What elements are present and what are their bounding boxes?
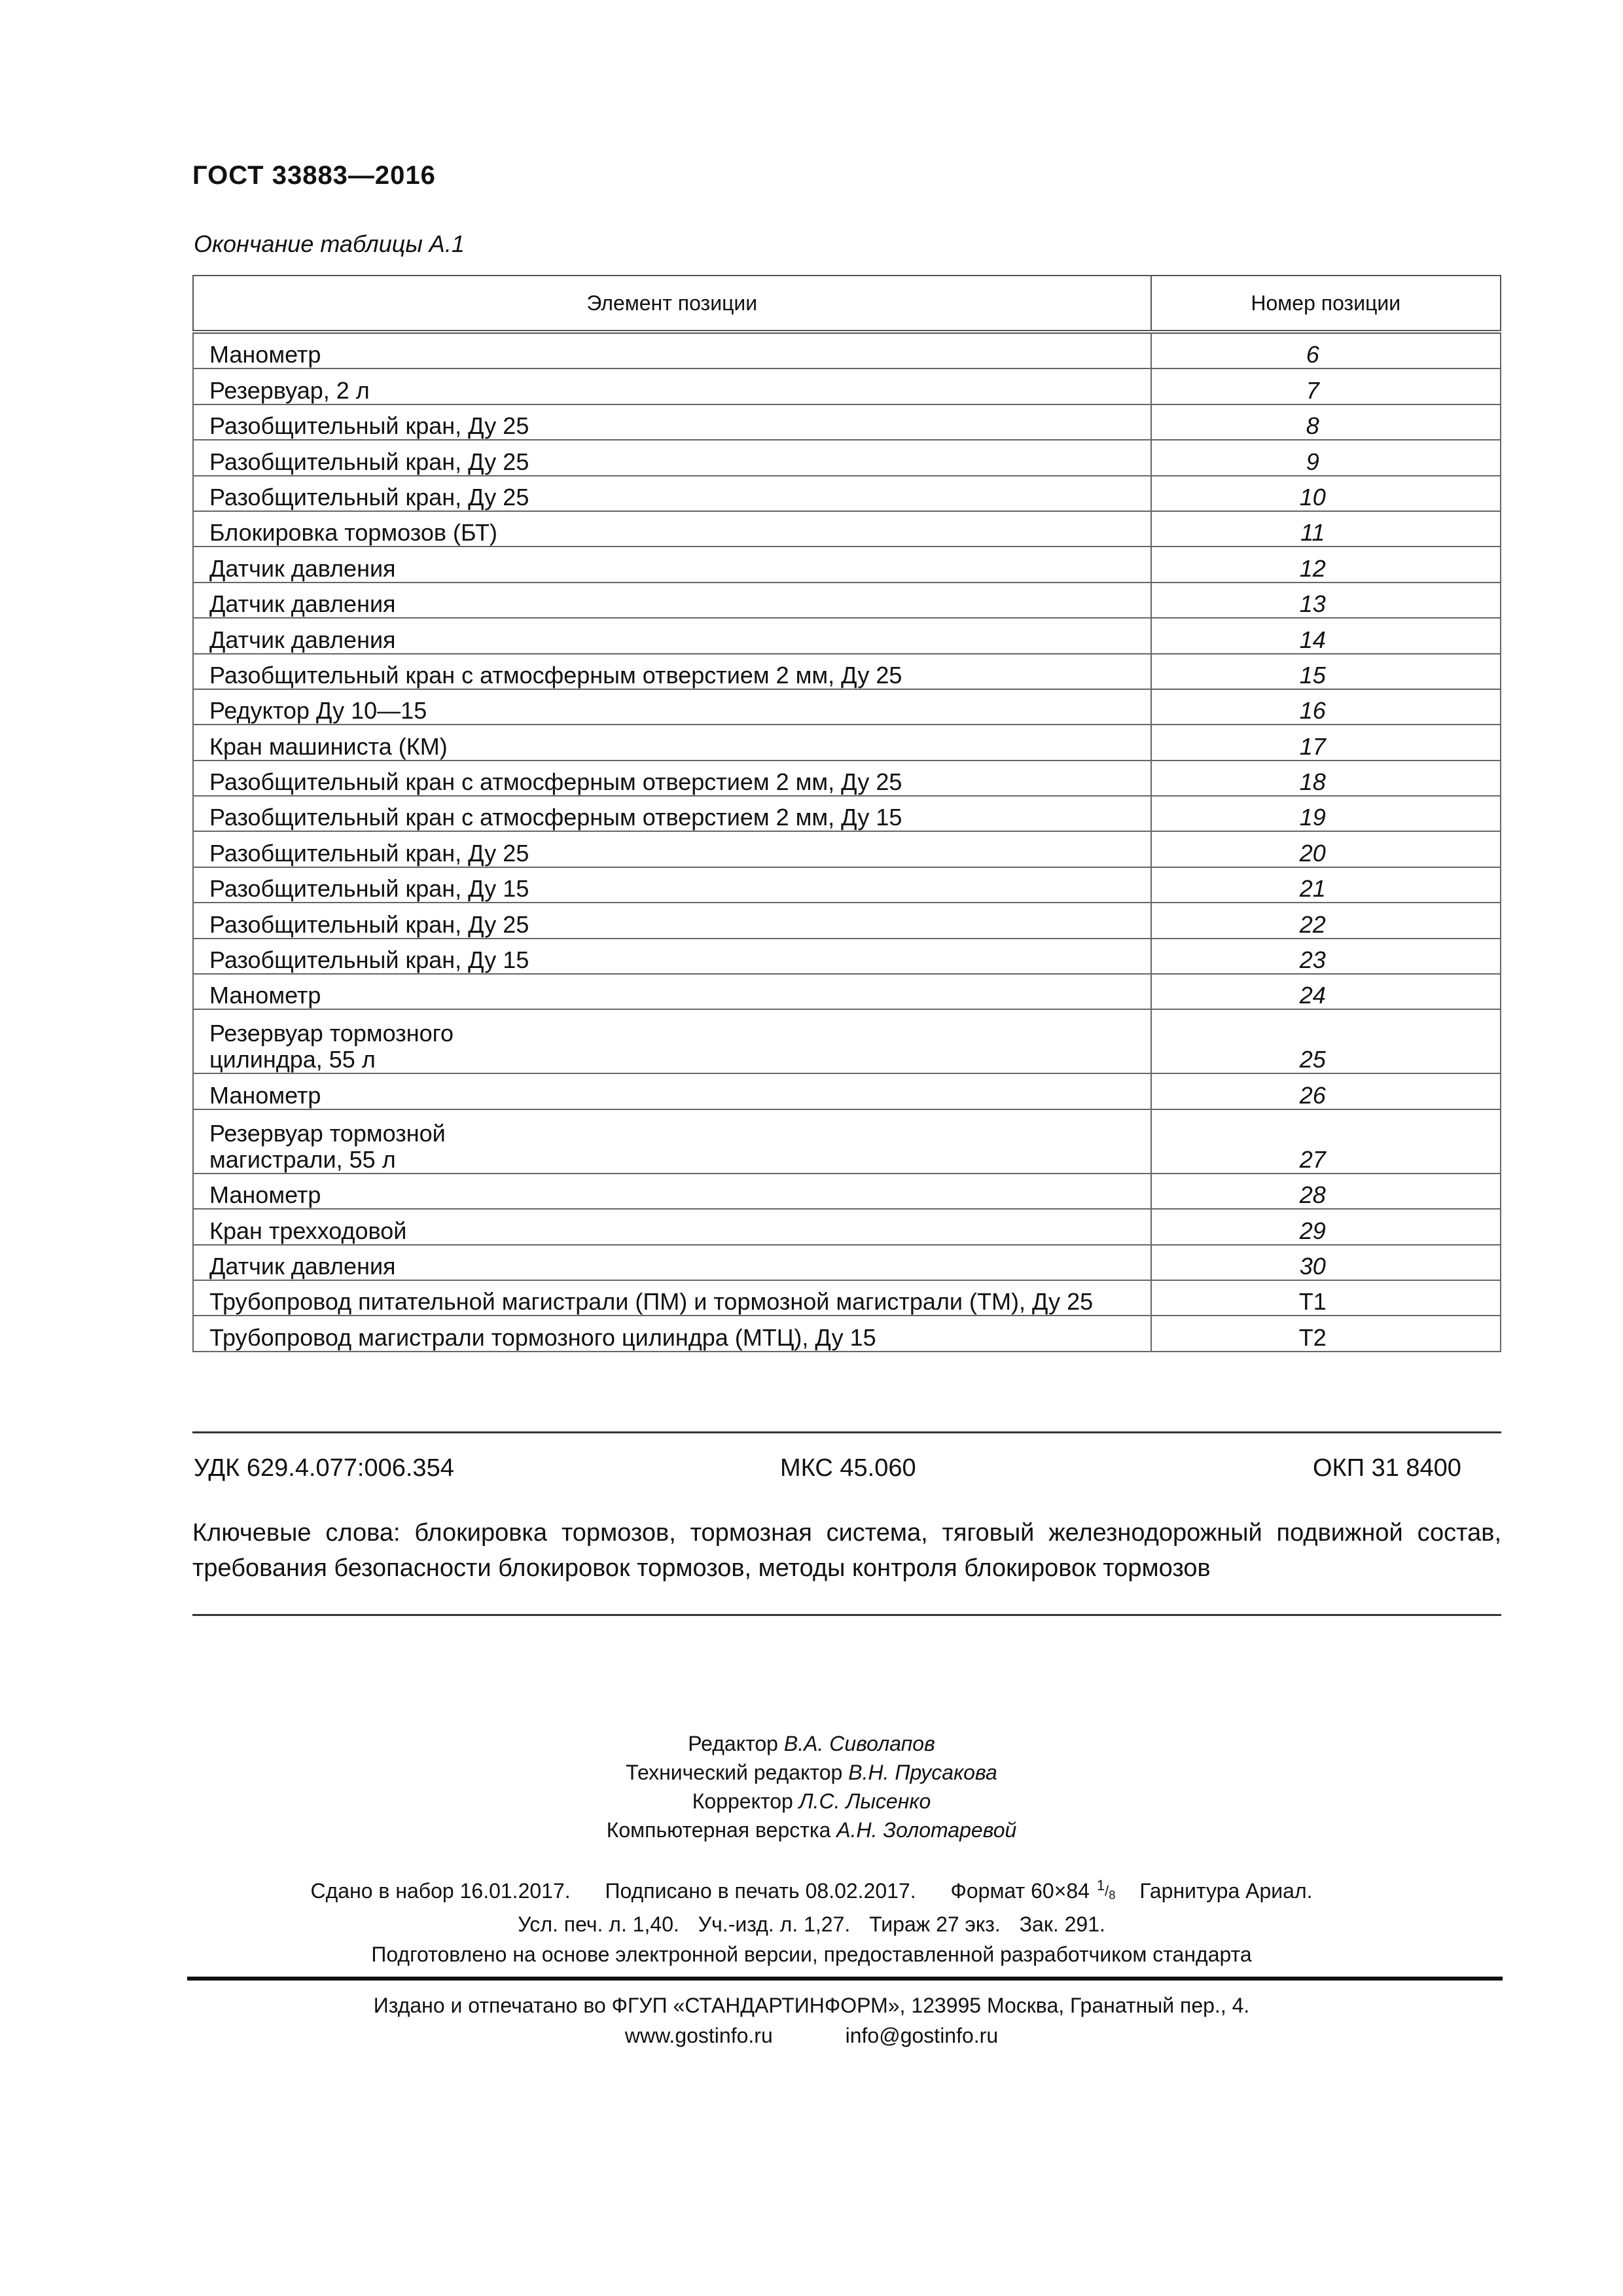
table-row: [193, 1073, 1501, 1109]
imprint-order: Зак. 291.: [1019, 1912, 1105, 1936]
cell-number: 21: [1151, 867, 1501, 903]
cell-number: 20: [1151, 831, 1501, 867]
cell-number: 17: [1151, 725, 1501, 760]
format-fraction: $^1/_8$: [1096, 1877, 1116, 1902]
table-row: [193, 1316, 1501, 1351]
cell-number: 25: [1151, 1009, 1501, 1073]
table-row: [193, 903, 1501, 938]
table-row: [193, 547, 1501, 582]
table-row: [193, 332, 1501, 368]
cell-number: 30: [1151, 1245, 1501, 1280]
table-row: [193, 368, 1501, 404]
table-row: [193, 1009, 1501, 1073]
cell-element: Резервуар, 2 л: [193, 368, 1151, 404]
cell-element: Разобщительный кран, Ду 25: [193, 831, 1151, 867]
cell-number: 6: [1151, 332, 1501, 368]
imprint-sheets: Усл. печ. л. 1,40.: [518, 1912, 679, 1936]
cell-number: 28: [1151, 1174, 1501, 1209]
cell-element: [193, 1109, 1151, 1174]
cell-element: Разобщительный кран с атмосферным отверстием 2 мм, Ду 15: [193, 796, 1151, 831]
cell-element: Разобщительный кран с атмосферным отверстием 2 мм, Ду 25: [193, 654, 1151, 689]
imprint-pub-sheets: Уч.-изд. л. 1,27.: [698, 1912, 851, 1936]
cell-element: Манометр: [193, 332, 1151, 368]
cell-element: Датчик давления: [193, 547, 1151, 582]
imprint-typeset: Сдано в набор 16.01.2017.: [310, 1879, 571, 1903]
table-row: [193, 511, 1501, 547]
document-code: ГОСТ 33883—2016: [192, 161, 436, 190]
table-row: [193, 796, 1501, 831]
imprint-run: Тираж 27 экз.: [869, 1912, 1001, 1936]
table-body: [193, 332, 1501, 1352]
table-row: [193, 761, 1501, 796]
keywords-paragraph: Ключевые слова: блокировка тормозов, тормозная система, тяговый железнодорожный подвижной состав, требования безопасности блокировок тормозов, методы контроля блокировок тормозов: [192, 1519, 1501, 1582]
mks-code: МКС 45.060: [780, 1454, 916, 1482]
credit-editor: Редактор В.А. Сиволапов: [688, 1732, 935, 1755]
cell-number: 16: [1151, 689, 1501, 725]
column-header-number: Номер позиции: [1151, 276, 1501, 332]
table-row: [193, 831, 1501, 867]
imprint-font: Гарнитура Ариал.: [1139, 1879, 1313, 1903]
cell-element: Датчик давления: [193, 1245, 1151, 1280]
cell-number: 12: [1151, 547, 1501, 582]
table-caption: Окончание таблицы А.1: [194, 230, 465, 257]
table-row: [193, 939, 1501, 974]
table-row: [193, 867, 1501, 903]
cell-number: 8: [1151, 404, 1501, 440]
cell-element: Манометр: [193, 1073, 1151, 1109]
cell-number: Т1: [1151, 1280, 1501, 1316]
cell-number: 23: [1151, 939, 1501, 974]
cell-element: Блокировка тормозов (БТ): [193, 511, 1151, 547]
cell-number: 9: [1151, 440, 1501, 475]
cell-number: 13: [1151, 583, 1501, 618]
divider-middle: [192, 1614, 1501, 1616]
cell-element: Манометр: [193, 974, 1151, 1009]
cell-number: 27: [1151, 1109, 1501, 1174]
credit-layout: Компьютерная верстка А.Н. Золотаревой: [606, 1818, 1017, 1842]
cell-element: Разобщительный кран, Ду 25: [193, 476, 1151, 511]
cell-number: Т2: [1151, 1316, 1501, 1351]
cell-element-line: Резервуар тормозной: [209, 1119, 446, 1147]
udk-code: УДК 629.4.077:006.354: [194, 1454, 454, 1482]
credit-tech-editor: Технический редактор В.Н. Прусакова: [626, 1761, 997, 1784]
table-row: [193, 1245, 1501, 1280]
cell-element: Кран трехходовой: [193, 1209, 1151, 1244]
cell-element: Редуктор Ду 10—15: [193, 689, 1151, 725]
imprint-line-2: [0, 1912, 1623, 1937]
table-row: [193, 654, 1501, 689]
cell-element: Разобщительный кран, Ду 15: [193, 867, 1151, 903]
cell-element: Трубопровод питательной магистрали (ПМ) и тормозной магистрали (ТМ), Ду 25: [193, 1280, 1151, 1316]
divider-top: [192, 1431, 1501, 1433]
cell-element-line: магистрали, 55 л: [209, 1145, 396, 1173]
cell-element: Разобщительный кран, Ду 25: [193, 404, 1151, 440]
cell-element: Разобщительный кран с атмосферным отверстием 2 мм, Ду 25: [193, 761, 1151, 796]
cell-number: 18: [1151, 761, 1501, 796]
cell-element: [193, 1009, 1151, 1073]
cell-element: Трубопровод магистрали тормозного цилиндра (МТЦ), Ду 15: [193, 1316, 1151, 1351]
cell-element-line: цилиндра, 55 л: [209, 1046, 376, 1073]
cell-element-line: Резервуар тормозного: [209, 1020, 454, 1047]
cell-element: Датчик давления: [193, 583, 1151, 618]
table-row: [193, 1209, 1501, 1244]
cell-element: Манометр: [193, 1174, 1151, 1209]
email-link[interactable]: info@gostinfo.ru: [845, 2024, 999, 2047]
column-header-element: Элемент позиции: [193, 276, 1151, 332]
cell-element: Датчик давления: [193, 618, 1151, 653]
table-row: [193, 1280, 1501, 1316]
table-row: [193, 689, 1501, 725]
cell-number: 22: [1151, 903, 1501, 938]
table-row: [193, 583, 1501, 618]
divider-bottom: [187, 1977, 1503, 1981]
imprint-line-1: [0, 1877, 1623, 1903]
table-row: [193, 725, 1501, 760]
cell-number: 26: [1151, 1073, 1501, 1109]
table-row: [193, 618, 1501, 653]
cell-element: Разобщительный кран, Ду 25: [193, 440, 1151, 475]
cell-element: Разобщительный кран, Ду 15: [193, 939, 1151, 974]
cell-number: 29: [1151, 1209, 1501, 1244]
table-row: [193, 1109, 1501, 1174]
table-header-row: [193, 276, 1501, 332]
table-row: [193, 1174, 1501, 1209]
table-row: [193, 404, 1501, 440]
imprint-contacts: [0, 2024, 1623, 2048]
cell-number: 24: [1151, 974, 1501, 1009]
cell-number: 14: [1151, 618, 1501, 653]
website-link[interactable]: www.gostinfo.ru: [624, 2024, 773, 2047]
okp-code: ОКП 31 8400: [1313, 1454, 1461, 1482]
cell-element: Разобщительный кран, Ду 25: [193, 903, 1151, 938]
cell-number: 10: [1151, 476, 1501, 511]
cell-number: 7: [1151, 368, 1501, 404]
cell-element: Кран машиниста (КМ): [193, 725, 1151, 760]
credit-corrector: Корректор Л.С. Лысенко: [692, 1789, 931, 1813]
cell-number: 15: [1151, 654, 1501, 689]
cell-number: 11: [1151, 511, 1501, 547]
positions-table: [192, 275, 1501, 1352]
imprint-prepared: Подготовлено на основе электронной версии, предоставленной разработчиком стандарта: [371, 1943, 1252, 1966]
table-row: [193, 974, 1501, 1009]
imprint-signed: Подписано в печать 08.02.2017.: [605, 1879, 916, 1903]
imprint-format: Формат 60×84 $^1/_8$: [950, 1877, 1116, 1903]
cell-number: 19: [1151, 796, 1501, 831]
table-row: [193, 476, 1501, 511]
imprint-publisher: Издано и отпечатано во ФГУП «СТАНДАРТИНФОРМ», 123995 Москва, Гранатный пер., 4.: [373, 1994, 1250, 2017]
credits-block: [0, 1729, 1623, 1844]
table-row: [193, 440, 1501, 475]
